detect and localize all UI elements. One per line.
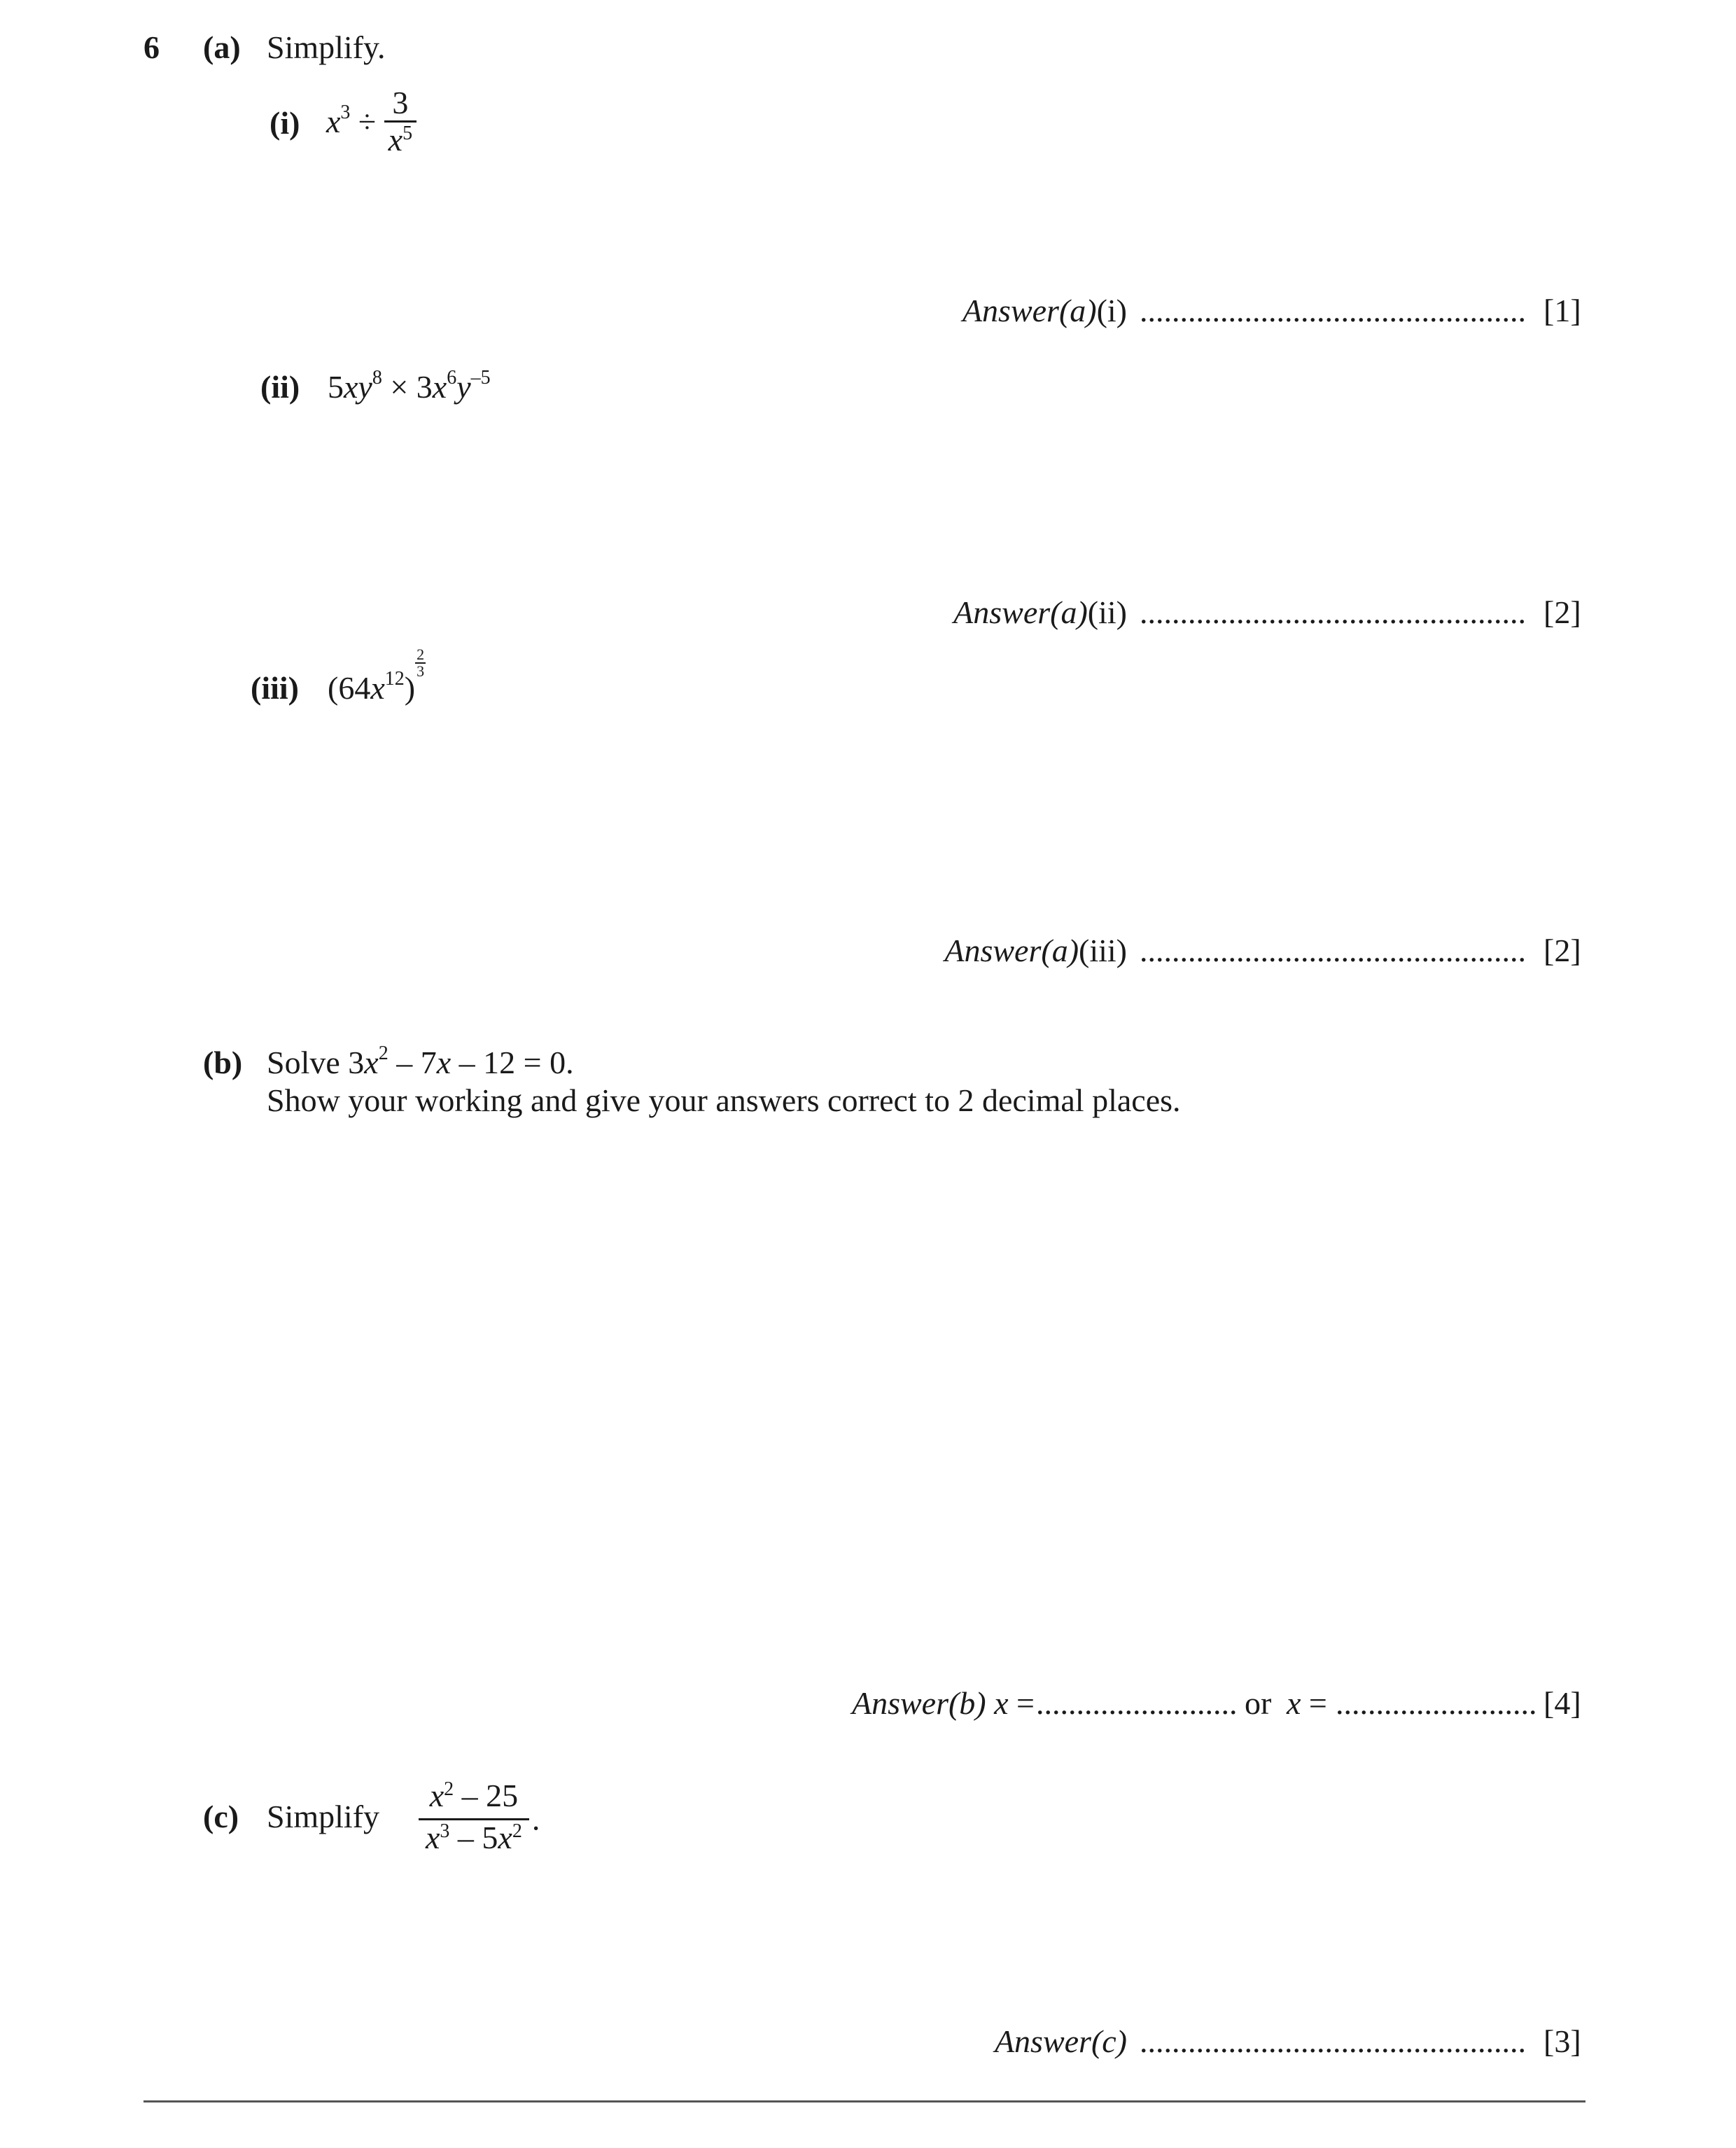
answer-a-i-line[interactable]: ................................................ <box>1140 293 1526 328</box>
part-a-instruction: Simplify. <box>267 29 386 65</box>
answer-a-i-label: Answer(a)(i) <box>962 293 1127 328</box>
marks-a-ii: [2] <box>1544 594 1581 630</box>
answer-b-line-1[interactable]: ......................... <box>1036 1685 1238 1721</box>
divide-sign: ÷ <box>358 103 377 139</box>
expr-base: x <box>326 103 341 139</box>
answer-a-iii-row <box>0 931 1736 970</box>
answer-b-row <box>0 1684 1736 1723</box>
fraction-denominator: $x^5$ <box>384 120 416 162</box>
part-c-fraction <box>419 1778 529 1860</box>
question-number: 6 <box>144 29 160 65</box>
answer-b-label: Answer(b) x = <box>851 1685 1035 1721</box>
answer-a-iii-label: Answer(a)(iii) <box>944 933 1127 968</box>
part-c-instruction: Simplify <box>267 1799 380 1834</box>
part-b-label: (b) <box>203 1045 243 1080</box>
marks-a-i: [1] <box>1544 293 1581 328</box>
part-b-line2: Show your working and give your answers correct to 2 decimal places. <box>267 1082 1181 1118</box>
part-b-line1: Solve $3x^2 - 7x - 12 = 0$. <box>267 1042 574 1080</box>
part-a-i-label: (i) <box>270 105 300 141</box>
part-c-expression <box>419 1778 540 1860</box>
part-a-label: (a) <box>203 29 241 65</box>
part-a-ii-expression: $5xy^8 \times 3x^6y^{-5}$ <box>328 367 491 405</box>
answer-b-line-2[interactable]: ......................... <box>1336 1685 1537 1721</box>
part-a-i-expression <box>326 85 416 162</box>
answer-c-line[interactable]: ................................................ <box>1140 2023 1526 2059</box>
fraction <box>384 85 416 162</box>
fraction-numerator: 3 <box>392 85 409 120</box>
answer-a-iii-line[interactable]: ................................................ <box>1140 933 1526 968</box>
part-a-iii-label: (iii) <box>251 670 299 706</box>
part-a-iii-expression: $(64x^{12})$ $\frac{2}{3}$ <box>328 646 425 706</box>
answer-a-i-row <box>0 291 1736 330</box>
exponent-fraction: $\frac{2}{3}$ <box>416 646 425 680</box>
answer-b-x2: x = <box>1287 1685 1327 1721</box>
part-c-denominator: $x^3 - 5x^2$ <box>419 1818 529 1860</box>
answer-a-ii-label: Answer(a)(ii) <box>953 594 1127 630</box>
marks-c: [3] <box>1544 2023 1581 2059</box>
page-bottom-rule <box>144 2100 1586 2102</box>
part-c-label: (c) <box>203 1799 239 1834</box>
marks-b: [4] <box>1544 1685 1581 1721</box>
answer-a-ii-row <box>0 593 1736 632</box>
expr-exp: 3 <box>340 101 351 123</box>
or-text: or <box>1245 1685 1272 1721</box>
part-c-numerator: $x^2 - 25$ <box>429 1778 519 1813</box>
answer-c-label: Answer(c) <box>994 2023 1127 2059</box>
part-c-period: . <box>531 1801 540 1837</box>
answer-c-row <box>0 2022 1736 2061</box>
answer-a-ii-line[interactable]: ................................................ <box>1140 594 1526 630</box>
part-a-ii-label: (ii) <box>260 369 300 405</box>
marks-a-iii: [2] <box>1544 933 1581 968</box>
